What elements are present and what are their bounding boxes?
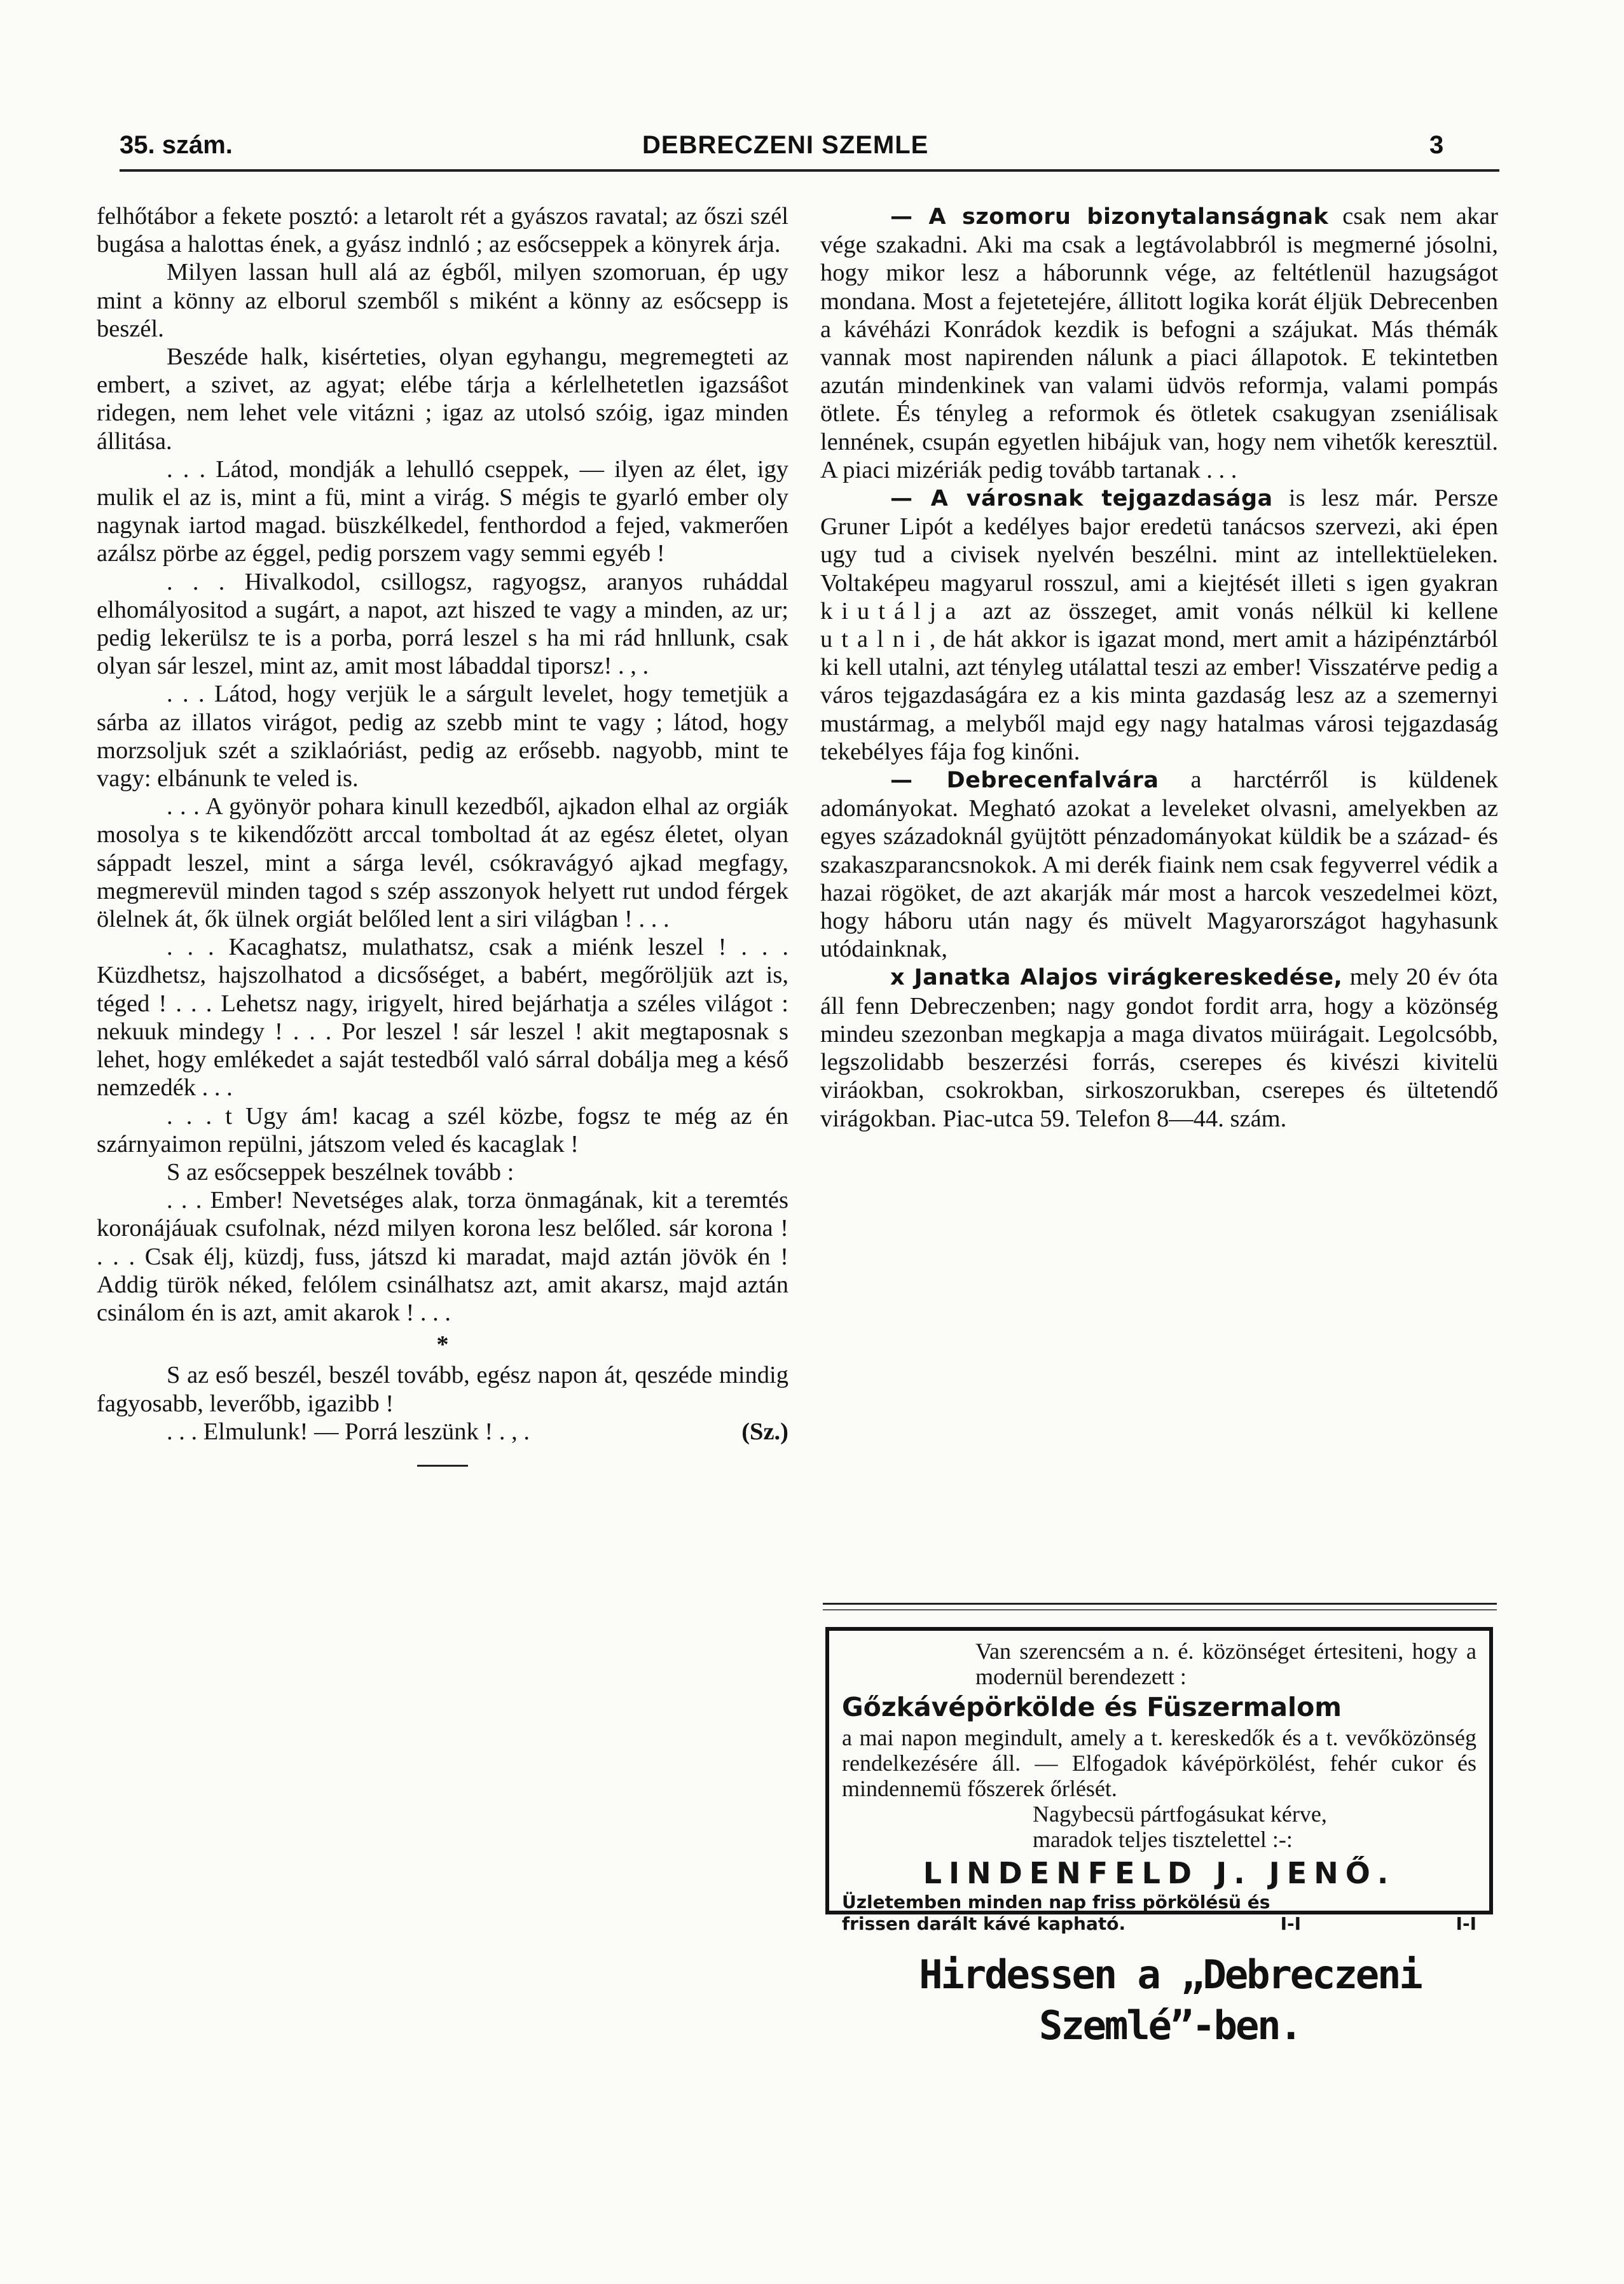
newspaper-title: DEBRECZENI SZEMLE [642, 131, 929, 159]
news-item [820, 484, 1498, 766]
article-paragraph: S az esőcseppek beszélnek tovább : [167, 1158, 514, 1186]
news-item-text: azt az összeget, amit vonás nélkül ki kellene [965, 597, 1498, 625]
ad-business-name: Gőzkávépörkölde és Füszermalom [842, 1692, 1342, 1722]
article-paragraph: Milyen lassan hull alá az égből, milyen szomoruan, ép ugy mint a könny az elborul szemből s miként a könny az esőcsepp is beszél. [97, 259, 788, 342]
article-paragraph: felhőtábor a fekete posztó: a letarolt rét a gyászos ravatal; az őszi szél bugása a halottas ének, a gyász indnló ; az esőcseppek a könyrek árja. [97, 203, 788, 258]
news-item [820, 766, 1498, 963]
article-paragraph: . . . Hivalkodol, csillogsz, ragyogsz, aranyos ruháddal elhomályositod a sugárt, a napot, azt hiszed te vagy a minden, az ur; pedig lekerülsz te is a porba, porrá leszel s ha mi rád hnllunk, csak olyan sár leszel, mint az, amit most lábaddal tiporsz! . , . [97, 568, 788, 680]
ad-footer-mark: I-I [1455, 1913, 1476, 1934]
author-signature: (Sz.) [741, 1418, 788, 1445]
ad-owner-name: LINDENFELD J. JENŐ. [923, 1856, 1396, 1890]
article-paragraph: . . . Ember! Nevetséges alak, torza önmagának, kit a teremtés koronájáuak csufolnak, nézd milyen korona lesz belőled. sár korona ! . . . Csak élj, küzdj, fuss, játszd ki maradat, majd aztán jövök én ! Addig türök néked, felólem csinálhatsz azt, amit akarsz, majd aztán csinálom én is azt, amit akarok ! . . . [97, 1187, 788, 1326]
ad-closing-line: Nagybecsü pártfogásukat kérve, [1033, 1801, 1327, 1827]
ad-intro: Van szerencsém a n. é. közönséget értesiteni, hogy a modernül berendezett : [975, 1638, 1476, 1689]
news-item [820, 202, 1498, 484]
ad-footer-text: Üzletemben minden nap friss pörkölésü és [842, 1892, 1270, 1913]
ad-footer-text: frissen darált kávé kapható. [842, 1913, 1126, 1934]
news-item-lead: x Janatka Alajos virágkereskedése, [890, 965, 1343, 991]
article-paragraph: . . . t Ugy ám! kacag a szél közbe, fogsz te még az én szárnyaimon repülni, játszom veled és kacaglak ! [97, 1102, 788, 1158]
ad-closing-line: maradok teljes tisztelettel :-: [1033, 1827, 1293, 1852]
article-paragraph: . . . A gyönyör pohara kinull kezedből, ajkadon elhal az orgiák mosolya s te kikendőzött arccal tomboltad át az egész életet, olyan sáppadt leszel, mint a sárga levél, csókravágyó ajkad megfagy, megmerevül minden tagod s szép asszonyok helyett rut undod férgek ölelnek át, ők ülnek orgiát belőled lent a siri világban ! . . . [97, 793, 788, 933]
page-number: 3 [1429, 131, 1444, 159]
issue-number: 35. szám. [120, 131, 233, 159]
advertising-slogan: Hirdessen a „Debreczeni Szemlé”-ben. [919, 1951, 1421, 2049]
left-column [97, 202, 788, 1467]
closing-paragraph [97, 1418, 788, 1446]
ad-footer-mark: I-I [1280, 1913, 1302, 1934]
header-rule [120, 169, 1499, 172]
advertisement-box [825, 1627, 1493, 1934]
column-rule [823, 1609, 1497, 1610]
closing-text: . . . Elmulunk! — Porrá leszünk ! . , . [167, 1418, 530, 1445]
article-paragraph: . . . Látod, hogy verjük le a sárgult levelet, hogy temetjük a sárba az illatos virágot, pedig az szebb mint te vagy ; látod, hogy morzsoljuk szét a sziklaóriást, pedig az erősebb. nagyobb, mint te vagy: elbánunk te veled is. [97, 681, 788, 792]
news-item-text: csak nem akar vége szakadni. Aki ma csak a legtávolabbról is megmerné jósolni, hogy mikor lesz a háborunnk vége, az feltétlenül hazugságot mondana. Most a fejetetejére, állitott logika korát éljük Debrecenben a kávéházi Konrádok kezdik is befogni a szájukat. Más thémák vannak most napirenden nálunk a piaci állapotok. E tekintetben azután mindenkinek van valami üdvös reformja, valami pompás ötlete. És tényleg a reformok és ötletek csakugyan zseniálisak lennének, csupán egyetlen hibájuk van, hogy nem vihetők keresztül. A piaci mizériák pedig tovább tartanak . . . [820, 203, 1498, 483]
article-paragraph: . . . Kacaghatsz, mulathatsz, csak a miénk leszel ! . . . Küzdhetsz, hajszolhatod a dicsőséget, a babért, megőröljük azt is, téged ! . . . Lehetsz nagy, irigyelt, hired bejárhatja a széles világot : nekuuk mindegy ! . . . Por leszel ! sár leszel ! akit megtaposnak s lehet, hogy emlékedet a saját testedből való sárral dobálja meg a késő nemzedék . . . [97, 934, 788, 1102]
article-paragraph: Beszéde halk, kisérteties, olyan egyhangu, megremegteti az embert, a szivet, az agyat; elébe tárja a kérlelhetetlen igazsáŝot ridegen, nem lehet vele vitázni ; igaz az utolsó szóig, igaz minden állitása. [97, 343, 788, 455]
article-paragraph: S az eső beszél, beszél tovább, egész napon át, qeszéde mindig fagyosabb, leverőbb, igazibb ! [97, 1362, 788, 1417]
column-rule [823, 1603, 1497, 1605]
right-column [820, 202, 1498, 1133]
news-item-text: a harctérről is küldenek adományokat. Megható azokat a leveleket olvasni, amelyekben az egyes századoknál gyüjtött pénzadományokat küldik be a század- és szakaszparancsnokok. A mi derék fiaink nem csak fegyverrel védik a hazai rögöket, de azt akarják már most a harcok veszedelmei közt, hogy háboru után nagy és müvelt Magyarországot hagyhasunk utódainknak, [820, 766, 1498, 963]
spaced-word: kiutálja [820, 597, 965, 625]
section-separator: * [436, 1331, 449, 1359]
ad-footer-row [842, 1913, 1476, 1935]
news-item-lead: — A városnak tejgazdasága [890, 486, 1273, 512]
news-item-text: , de hát akkor is igazat mond, mert amit a házipénztárból ki kell utalni, azt tényleg utálattal teszi az ember! Visszatérve pedig a város tejgazdaságára ez a kis minta gazdaság lesz az a szemernyi mustármag, a melyből majd egy nagy hatalmas városi tejgazdaság tekebélyes fája fog kinőni. [820, 626, 1498, 765]
ad-body: a mai napon megindult, amely a t. kereskedők és a t. vevőközönség rendelkezésére áll. — Elfogadok kávépörkölést, fehér cukor és mindennemü főszerek őrlését. [842, 1725, 1476, 1801]
news-item-text: is lesz már. Persze Gruner Lipót a kedélyes bajor eredetü tanácsos szervezi, aki épen ugy tud a civisek nyelvén beszélni. mint az intellektüeleken. Voltaképeu magyarul rosszul, ami a kiejtését illeti s igen gyakran [820, 485, 1498, 597]
spaced-word: utalni [820, 626, 930, 653]
news-item-text: mely 20 év óta áll fenn Debreczenben; nagy gondot fordit arra, hogy a közönség mindeu szezonban megkapja a maga divatos müirágait. Legolcsóbb, legszolidabb beszerzési forrás, cserepes és kivészi kivitelü viráokban, csokrokban, sirkoszorukban, cserepes és ültetendő virágokban. Piac-utca 59. Telefon 8—44. szám. [820, 964, 1498, 1132]
ad-footer-row [842, 1892, 1476, 1913]
news-item-lead: — Debrecenfalvára [890, 768, 1159, 794]
column-end-rule [417, 1465, 468, 1467]
news-item [820, 963, 1498, 1132]
news-item-lead: — A szomoru bizonytalanságnak [890, 204, 1329, 230]
article-paragraph: . . . Látod, mondják a lehulló cseppek, — ilyen az élet, igy mulik el az is, mint a fü, mint a virág. S mégis te gyarló ember oly nagynak iartod magad. büszkélkedel, fenthordod a fejed, vakmerően azálsz pörbe az éggel, pedig porszem vagy semmi egyéb ! [97, 455, 788, 567]
